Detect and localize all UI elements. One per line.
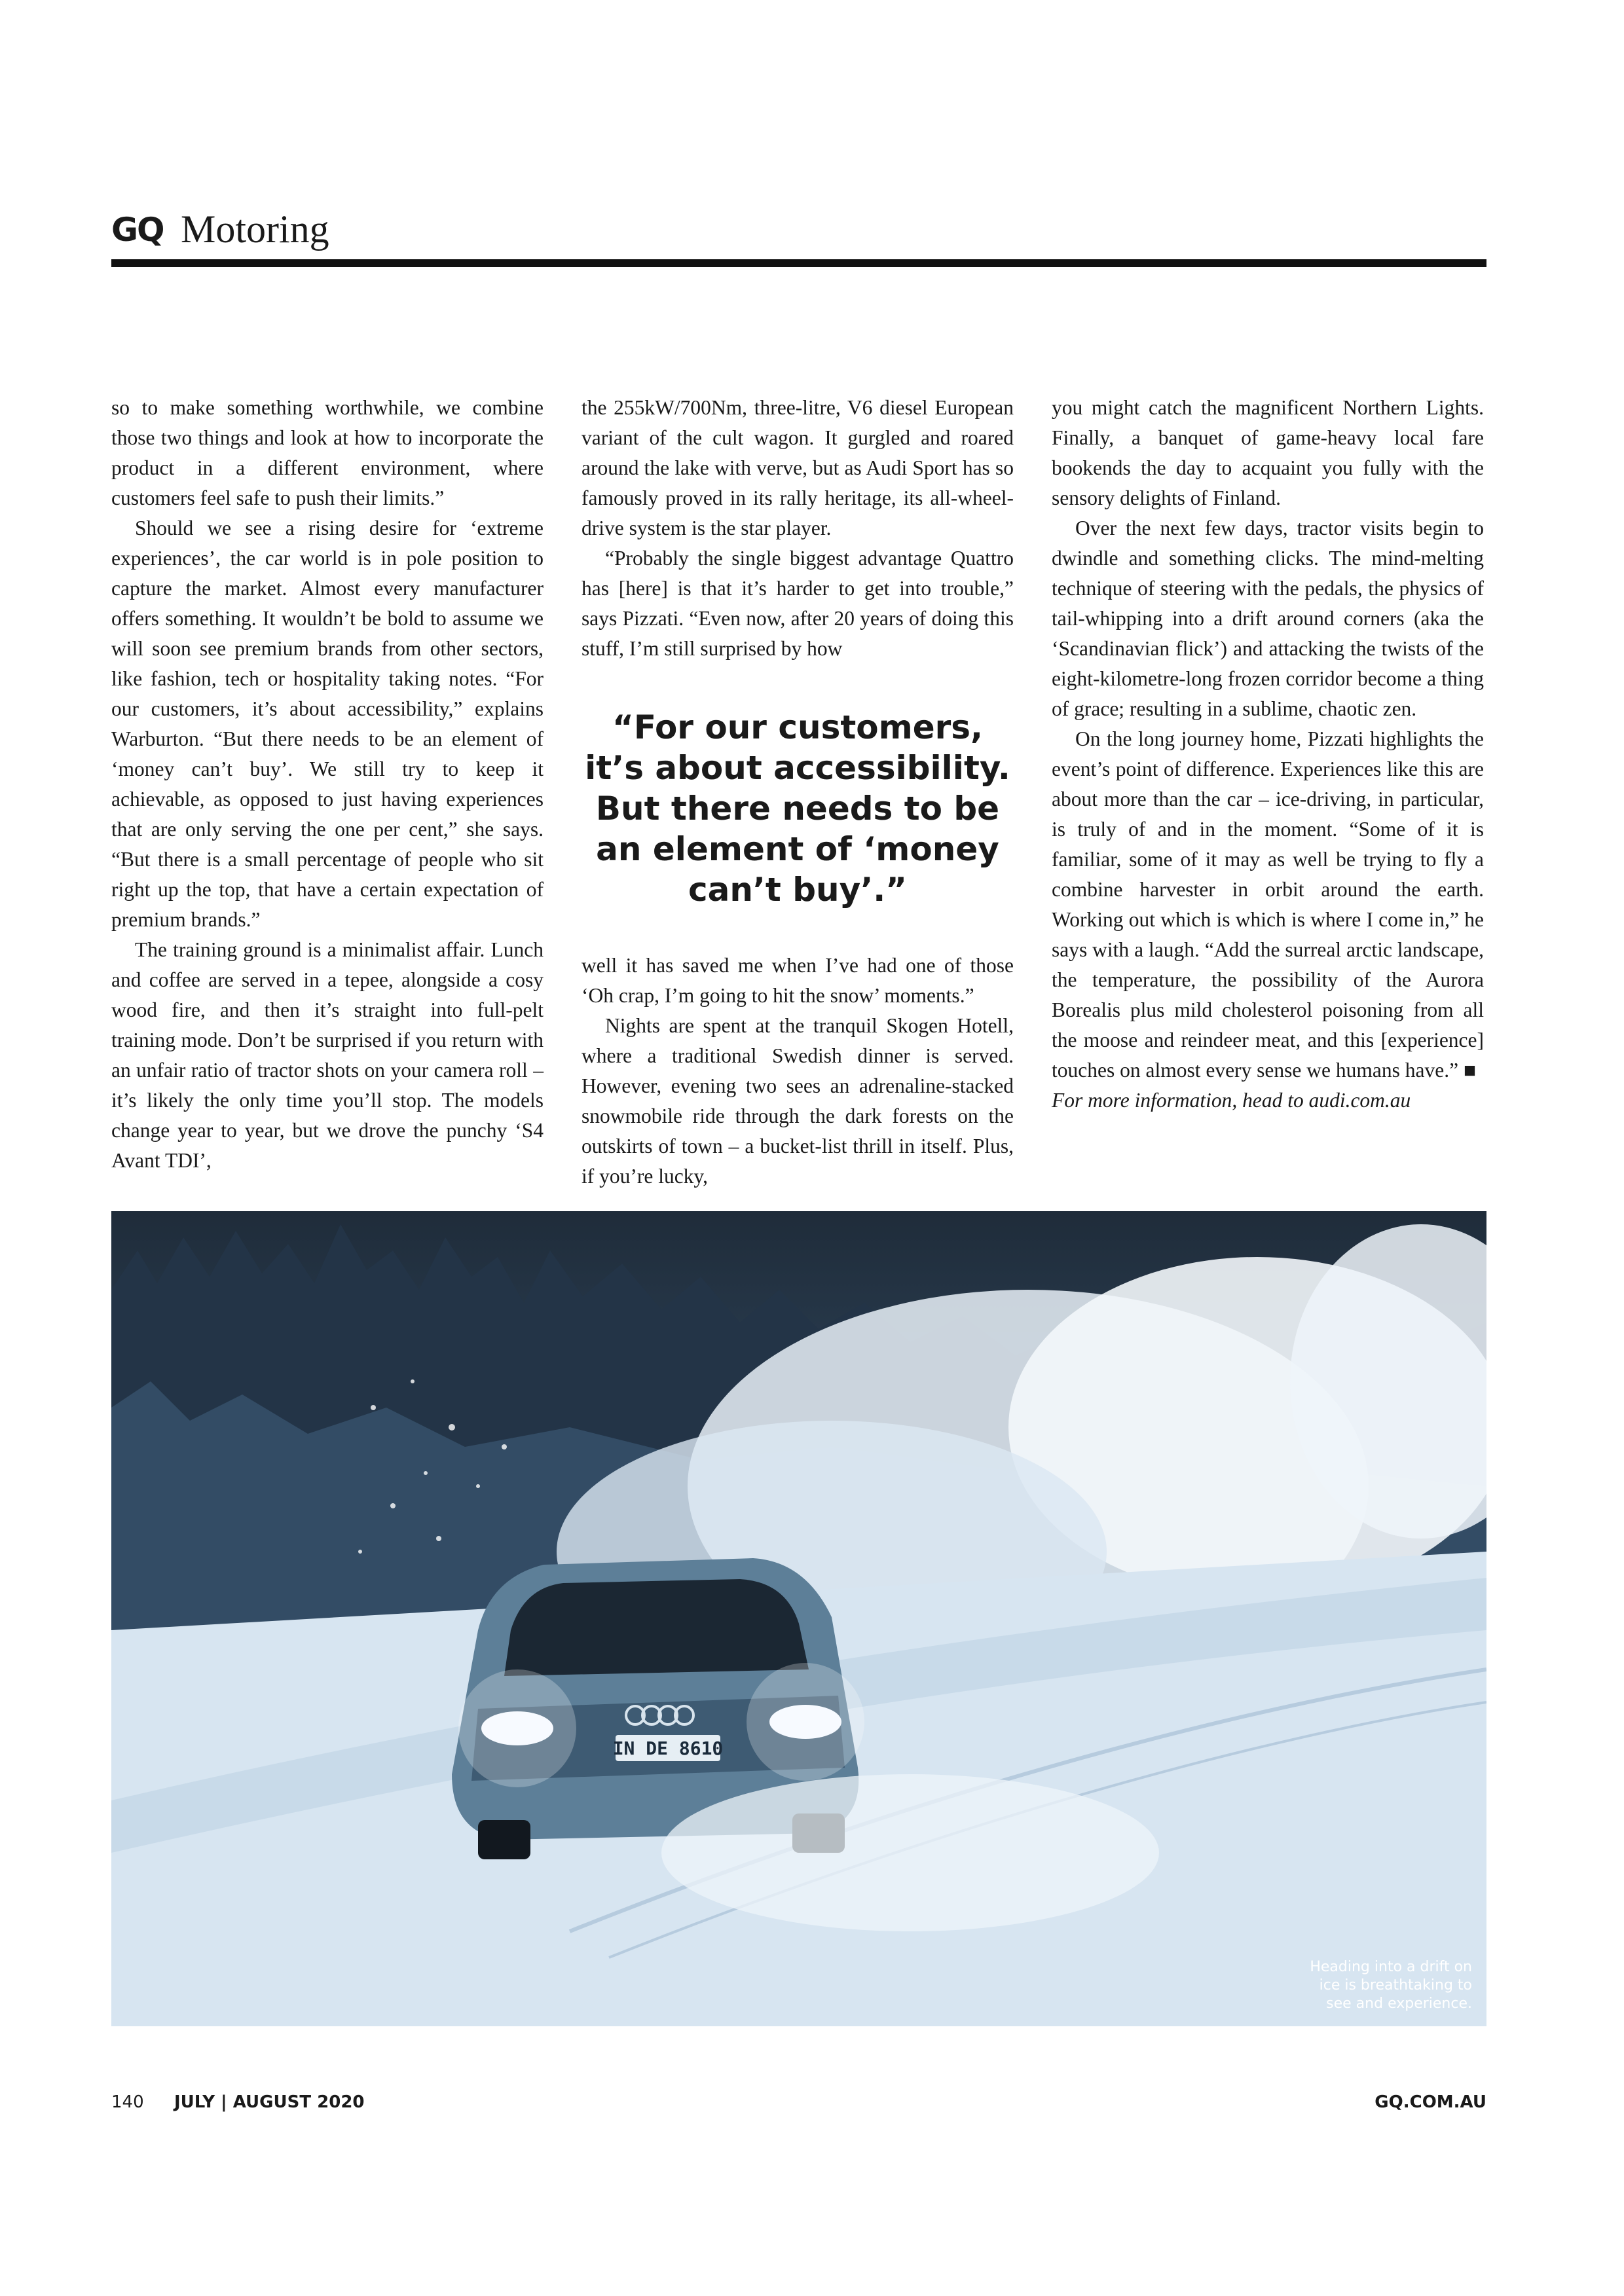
paragraph: the 255kW/700Nm, three-litre, V6 diesel European variant of the cult wagon. It gurgled and roared around the lake with verve, but as Audi Sport has so famously proved in its rally heritage, its all-wheel-drive system is the star player. <box>581 396 1014 539</box>
paragraph: “Probably the single biggest advantage Quattro has [here] is that it’s harder to get into trouble,” says Pizzati. “Even now, after 20 years of doing this stuff, I’m still surprised by how <box>581 547 1014 660</box>
page-footer <box>111 2092 1486 2119</box>
article-column-3 <box>1052 393 1484 1116</box>
paragraph: Nights are spent at the tranquil Skogen Hotell, where a traditional Swedish dinner is served. However, evening two sees an adrenaline-stacked snowmobile ride through the dark forests on the outskirts of town – a bucket-list thrill in itself. Plus, if you’re lucky, <box>581 1014 1014 1188</box>
car-drift-photo <box>111 1211 1486 2026</box>
article-column-2-top <box>581 393 1014 664</box>
paragraph: On the long journey home, Pizzati highlights the event’s point of difference. Experiences like this are about more than the car – ice-driving, in particular, is truly of and in the moment. “Some of it is familiar, some of it may as well be trying to fly a combine harvester in orbit around the earth. Working out which is which is where I come in,” he says with a laugh. “Add the surreal arctic landscape, the temperature, the possibility of the Aurora Borealis plus mild cholesterol poisoning from all the moose and reindeer meat, and this [experience] touches on almost every sense we humans have.” ■ <box>1052 727 1484 1082</box>
section-title: Motoring <box>181 208 329 251</box>
article-column-1 <box>111 393 544 1176</box>
photo-caption: Heading into a drift on ice is breathtaking to see and experience. <box>1310 1959 1472 2012</box>
issue-date: JULY | AUGUST 2020 <box>174 2092 365 2112</box>
paragraph: well it has saved me when I’ve had one of those ‘Oh crap, I’m going to hit the snow’ moments.” <box>581 954 1014 1007</box>
header-rule <box>111 259 1486 267</box>
photo-illustration <box>111 1211 1486 2026</box>
website: GQ.COM.AU <box>1375 2092 1486 2112</box>
paragraph: The training ground is a minimalist affair. Lunch and coffee are served in a tepee, alongside a cosy wood fire, and then it’s straight into full-pelt training mode. Don’t be surprised if you return with an unfair ratio of tractor shots on your camera roll – it’s likely the only time you’ll stop. The models change year to year, but we drove the punchy ‘S4 Avant TDI’, <box>111 938 544 1172</box>
paragraph: Should we see a rising desire for ‘extreme experiences’, the car world is in pole position to capture the market. Almost every manufacturer offers something. It wouldn’t be bold to assume we will soon see premium brands from other sectors, like fashion, tech or hospitality taking notes. “For our customers, it’s about accessibility,” explains Warburton. “But there needs to be an element of ‘money can’t buy’. We still try to keep it achievable, as opposed to just having experiences that are only serving the one per cent,” she says. “But there is a small percentage of people who sit right up the top, that have a certain expectation of premium brands.” <box>111 517 544 931</box>
pull-quote: “For our customers, it’s about accessibility. But there needs to be an element of ‘money can’t buy’.” <box>585 708 1010 909</box>
license-plate: IN DE 8610 <box>612 1738 724 1759</box>
info-credit: For more information, head to audi.com.au <box>1052 1089 1411 1112</box>
paragraph: you might catch the magnificent Northern Lights. Finally, a banquet of game-heavy local fare bookends the day to acquaint you fully with the sensory delights of Finland. <box>1052 396 1484 509</box>
page-number: 140 <box>111 2092 144 2112</box>
brand-logo: GQ <box>111 211 164 249</box>
article-column-2-bottom <box>581 951 1014 1192</box>
paragraph: so to make something worthwhile, we combine those two things and look at how to incorporate the product in a different environment, where customers feel safe to push their limits.” <box>111 396 544 509</box>
paragraph: Over the next few days, tractor visits begin to dwindle and something clicks. The mind-melting technique of steering with the pedals, the physics of tail-whipping into a drift around corners (aka the ‘Scandinavian flick’) and attacking the twists of the eight-kilometre-long frozen corridor become a thing of grace; resulting in a sublime, chaotic zen. <box>1052 517 1484 720</box>
